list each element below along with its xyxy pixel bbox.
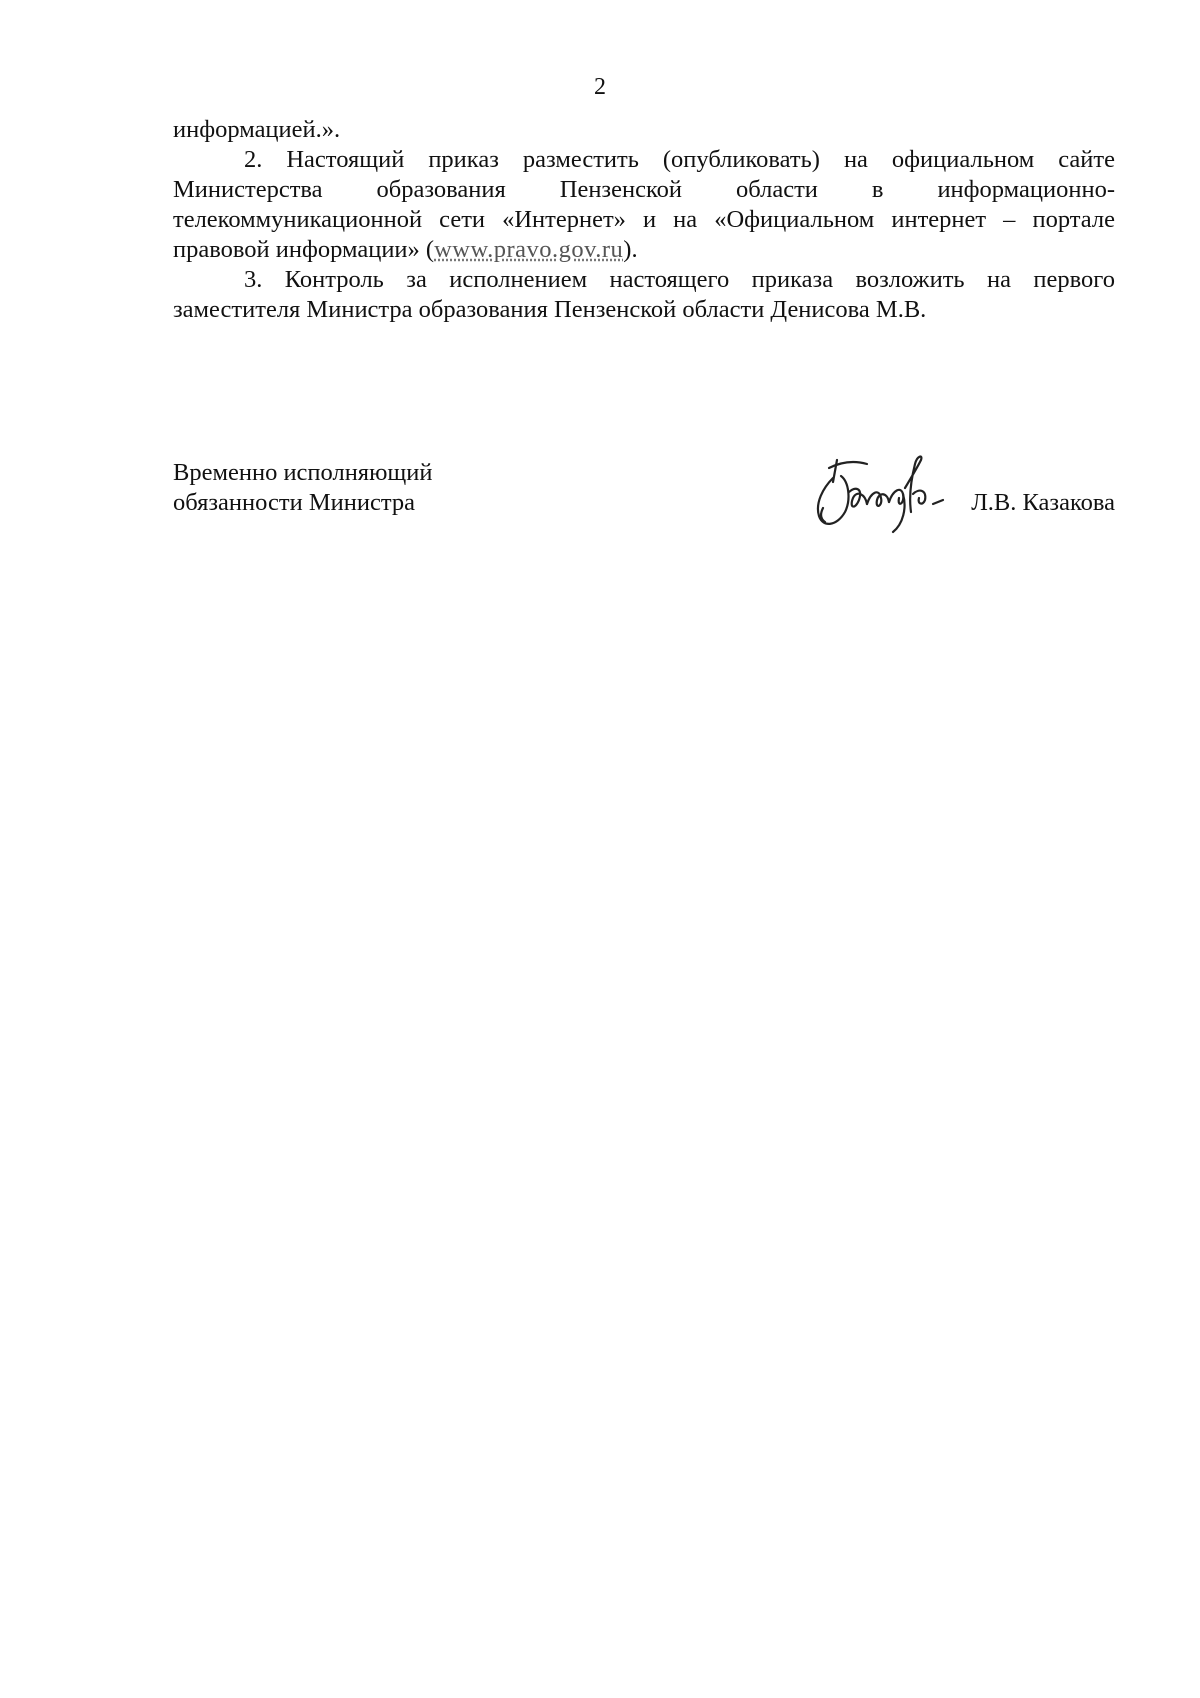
signer-position-line-2: обязанности Министра — [173, 489, 415, 516]
document-body — [173, 115, 1115, 325]
signature-block — [173, 458, 1115, 548]
continuation-text: информацией.». — [173, 116, 341, 143]
item-2-text-end: ). — [623, 236, 638, 263]
page-number: 2 — [594, 74, 606, 100]
pravo-gov-link[interactable]: www.pravo.gov.ru — [434, 236, 624, 263]
signer-name: Л.В. Казакова — [971, 489, 1115, 516]
paragraph-item-2 — [173, 145, 1115, 265]
paragraph-item-3: 3. Контроль за исполнением настоящего приказа возложить на первого заместителя Министра образования Пензенской области Денисова М.В. — [173, 266, 1115, 323]
signer-position-line-1: Временно исполняющий — [173, 459, 433, 486]
item-2-text: 2. Настоящий приказ разместить (опубликовать) на официальном сайте Министерства образования Пензенской области в информационно-телекоммуникационной сети «Интернет» и на «Официальном интернет – портале правовой информации» ( — [173, 146, 1115, 263]
signer-position — [173, 458, 432, 518]
